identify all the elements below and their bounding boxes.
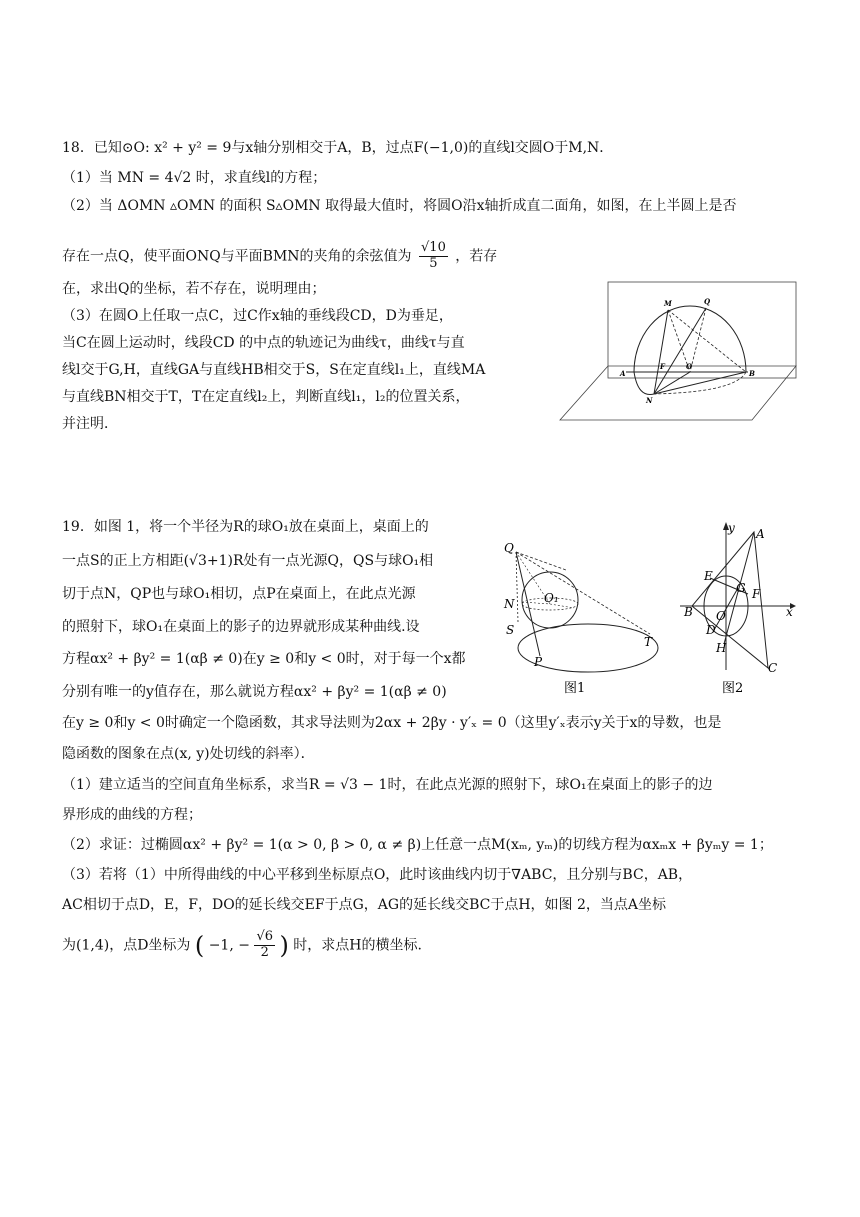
- q18-figure: [556, 280, 804, 426]
- q19-figure-1: [498, 540, 662, 700]
- q19-part3-line3c: 时，求点H的横坐标.: [293, 937, 422, 954]
- line-mb: [668, 310, 746, 372]
- q18-part3-line3: 线l交于G,H，直线GA与直线HB相交于S，S在定直线l₁上，直线MA: [62, 362, 486, 378]
- ray-top: [516, 552, 566, 570]
- ray-qp: [516, 552, 540, 656]
- q19-part3-line1: （3）若将（1）中所得曲线的中心平移到坐标原点O，此时该曲线内切于∇ABC，且分别与BC，AB，: [62, 867, 693, 883]
- line-mn: [654, 310, 668, 394]
- q18-fraction-denominator: 5: [429, 255, 438, 271]
- q19-part3-line3: [62, 930, 422, 961]
- label-b: B: [684, 605, 693, 619]
- q19-fraction-denominator: 2: [260, 944, 269, 960]
- label-y: y: [728, 521, 735, 535]
- q19-part1-line1: （1）建立适当的空间直角坐标系，求当R = √3 − 1时，在此点光源的照射下，球O₁在桌面上的影子的边: [62, 777, 713, 793]
- label-n: N: [646, 396, 653, 405]
- q19-line-8: 隐函数的图象在点(x, y)处切线的斜率）．: [62, 746, 315, 762]
- q19-line-4: 的照射下，球O₁在桌面上的影子的边界就形成某种曲线.设: [62, 619, 420, 635]
- figure-2-caption: 图2: [722, 681, 744, 696]
- q19-part1-line2: 界形成的曲线的方程；: [62, 807, 202, 823]
- label-e: E: [704, 569, 713, 583]
- q18-part3-line4: 与直线BN相交于T，T在定直线l₂上，判断直线l₁，l₂的位置关系，: [62, 389, 470, 405]
- label-q: Q: [504, 541, 514, 555]
- label-m: M: [664, 299, 672, 308]
- q18-line-1: 18．已知⊙O: x² + y² = 9与x轴分别相交于A，B，过点F(−1,0)的直线l交圆O于M,N．: [62, 140, 614, 156]
- label-c: C: [768, 661, 778, 675]
- q18-part1: （1）当 MN = 4√2 时，求直线l的方程；: [62, 170, 327, 186]
- label-n: N: [504, 597, 515, 611]
- line-no: [654, 372, 690, 394]
- q19-fraction-numerator: √6: [256, 929, 273, 944]
- q19-part2: （2）求证：过椭圆αx² + βy² = 1(α > 0, β > 0, α ≠ β)上任意一点M(xₘ, yₘ)的切线方程为αxₘx + βyₘy = 1；: [62, 837, 773, 853]
- q19-part3-line2: AC相切于点D，E，F，DO的延长线交EF于点G，AG的延长线交BC于点H，如图 2，当点A坐标: [62, 897, 667, 913]
- q18-part2-line1: （2）当 ΔOMN ▵OMN 的面积 S▵OMN 取得最大值时，将圆O沿x轴折成直二面角，如图，在上半圆上是否: [62, 198, 737, 214]
- q19-point-d-coord: −1, −: [208, 937, 250, 954]
- lower-arc: [634, 372, 654, 395]
- q18-part2-line2: [62, 241, 497, 272]
- label-o: O: [686, 362, 693, 371]
- q19-line-7: 在y ≥ 0和y < 0时确定一个隐函数，其求导法则为2αx + 2βy · y′ₓ = 0（这里y′ₓ表示y关于x的导数，也是: [62, 715, 722, 731]
- q18-part3-line2: 当C在圆上运动时，线段CD 的中点的轨迹记为曲线τ，曲线τ与直: [62, 335, 465, 351]
- label-a: A: [620, 369, 626, 378]
- label-a: A: [756, 527, 765, 541]
- label-p: P: [534, 655, 543, 669]
- q18-part3-line1: （3）在圆O上任取一点C，过C作x轴的垂线段CD，D为垂足，: [62, 308, 453, 324]
- line-qo: [690, 308, 706, 372]
- segment-qs: [516, 552, 518, 622]
- q19-line-5: 方程αx² + βy² = 1(αβ ≠ 0)在y ≥ 0和y < 0时，对于每一个x都: [62, 651, 466, 667]
- q19-fraction: [254, 930, 275, 961]
- vertical-plane: [608, 282, 796, 378]
- label-o: O: [716, 609, 726, 623]
- horizontal-plane: [560, 366, 796, 420]
- line-qn: [654, 308, 706, 394]
- label-o1: O₁: [544, 591, 559, 605]
- label-q: Q: [704, 297, 711, 306]
- q18-part2-line2b: ，若存: [455, 248, 498, 265]
- label-d: D: [706, 623, 716, 637]
- q18-part2-line2a: 存在一点Q，使平面ONQ与平面BMN的夹角的余弦值为: [62, 248, 412, 265]
- right-paren: ): [279, 931, 289, 960]
- label-f: F: [752, 587, 761, 601]
- ray-qt: [516, 552, 650, 634]
- q19-part3-line3a: 为(1,4)，点D坐标为: [62, 937, 191, 954]
- q19-line-2: 一点S的正上方相距(√3+1)R处有一点光源Q，QS与球O₁相: [62, 553, 434, 569]
- label-s: S: [506, 623, 515, 637]
- q19-line-3: 切于点N，QP也与球O₁相切，点P在桌面上，在此点光源: [62, 586, 416, 602]
- label-b: B: [749, 369, 755, 378]
- q18-fraction: [419, 241, 448, 272]
- left-paren: (: [194, 931, 205, 960]
- figure-1-caption: 图1: [564, 681, 586, 696]
- q19-line-1: 19．如图 1，将一个半径为R的球O₁放在桌面上，桌面上的: [62, 519, 429, 535]
- label-t: T: [644, 635, 653, 649]
- label-h: H: [716, 641, 727, 655]
- label-x: x: [786, 605, 793, 619]
- q18-fraction-numerator: √10: [421, 240, 446, 255]
- q19-figure-2: [678, 520, 808, 700]
- q19-line-6: 分别有唯一的y值存在，那么就说方程αx² + βy² = 1(αβ ≠ 0): [62, 684, 447, 700]
- q18-part3-line5: 并注明．: [62, 416, 118, 432]
- label-f: F: [660, 362, 665, 371]
- label-g: G: [736, 581, 746, 595]
- q18-part2-line3: 在，求出Q的坐标，若不存在，说明理由；: [62, 281, 326, 297]
